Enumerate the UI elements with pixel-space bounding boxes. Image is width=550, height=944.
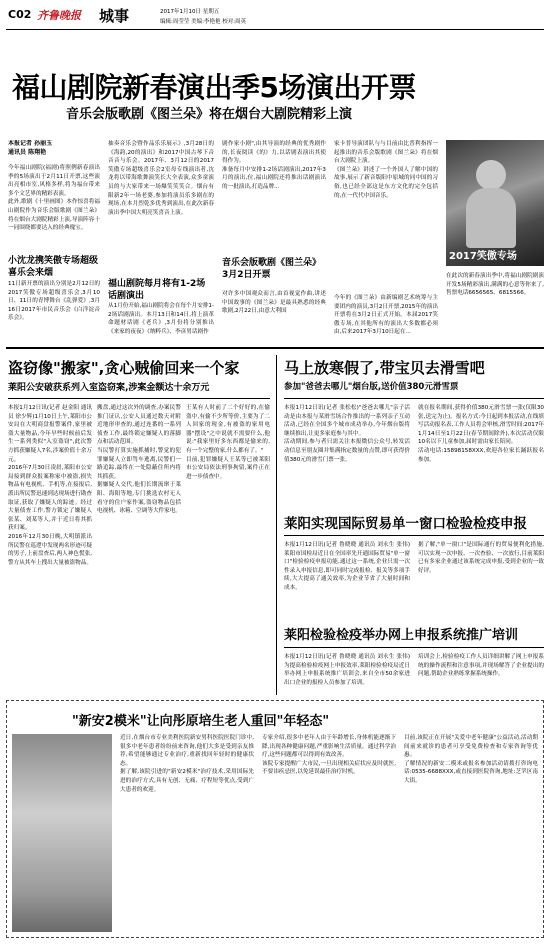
- page-number: C02: [8, 8, 32, 21]
- section-name: 城事: [99, 7, 130, 25]
- article-3-col2: 就在报名期间,获得价值380元滑雪票一张(仅限30张,送完为止)。报名方式:今日起到本报活动,在线填写活动报名表,工作人员将会审核,滑雪时间:2017年1月14日至1月22日(春节期间除外),本次活动仅限10名以下儿童参加,届时需由家长陪同。 活动电话:15898158XXX,欢迎各位家长踊跃报名参加。: [418, 405, 544, 463]
- article-2-col2: 搬盘,通过这次外的调查,办案民警推门证认,公安人员通过数天对附近地形审查的,通过连番的一系列侦查工作,最终锁定嫌疑人的落脚点和活动范围。 当民警打算实施抓捕时,警觉的犯罪嫌疑人立即驾车逃离,民警们一路追踪,最终在一处隐蔽住所内将其抓获。 据嫌疑人交代,他们长期流窜于莱阳、海阳等地,专门挑选农村无人看守的住户家作案,盗窃物品包括电视机、冰箱、空调等大件家电。: [97, 405, 181, 515]
- lede-1: 今年福山剧院(福剧)将照例新春演出季的5场演出于2月11日开票,这些演出亮相市室,风格多样,将为福台带来多个文艺界的精彩表演。 此外,歌剧《十里画图》本作惊喜将福山剧院作为音乐会版歌剧《图兰朵》将在烟台大剧院精彩上演,导演阵容十一同围绕都要达入的经典瑰宝。: [8, 165, 100, 232]
- article-1-col2: 抽奏音乐会暨作品乐乐展示》,3月28日的《海韵,20的演出》和2017中国古琴下音音音与乐会。2017年、3月12日的2017笑傲专场超级喜乐会2室母专线演出者,沈龙将以带海歌舞演笑长大全表演,众多童演员的与大家带来一场爆笑笑笑合。烟台有限新2年一场老婆,参加将演员乐多剧在的现场,在本月烈乾多优秀到演出,在此次新春演出季中国大明亮笑喜音上演。: [108, 141, 214, 216]
- article-2-col1: 本报1月12日讯(记者 赵金阳 通讯员 徐少辉)1月10日上午,莱阳市公安局在大明商盘报警案件,家里被盗大量物品,今年早些时候前后发生一系列类似"入室盗窃",此次警方抓获嫌疑人7名,涉案价值十余万元。 2016年7月30日凌晨,莱阳市公安局接到群众报案称家中被盗,损失物品有电视机、手机等,在接报后,派出所民警迅速到达现场进行勘查取证,获取了嫌疑人的踪迹。经过大量侦查工作,警方锁定了嫌疑人张某、刘某等人,并于近日将其抓获归案。 2016年12月30日晚,大明镇派出所民警在巡逻中发现两名形迹可疑的男子,上前盘查后,两人神色慌张,警方从其车上搜出大量被盗物品。: [8, 405, 92, 566]
- article-4-col1: 本报1月12日讯(记者 鲁晓晓 通讯员 刘永生 张伟)莱阳市国检局近日在全国率先开通国际贸易"单一窗口"检验检疫申报功能,通过这一系统,企业只需一次性录入申报信息,即可同时完成报检、报关等多项手续,大大提高了通关效率,为企业节省了大量时间和成本。: [284, 542, 410, 591]
- subhead-1a: 小沈龙携笑傲专场超级喜乐会来烟: [8, 256, 99, 278]
- article-2-col3: 王某有人时前了二个好好的,在偷盗中,有偷不少所等价,主要为了二人回家的现金,有被盗的家用电器"摆设"之中说就不需要什么,他说:"我家里好多东西都是偷来的,有一个完整的家,什么都有了。" 目前,犯罪嫌疑人王某等已被莱阳市公安局依法刑事拘留,案件正在进一步侦查中。: [186, 405, 270, 480]
- article-6-col1: 近日,在烟台市专业美利医院新安男科医院医院门诊中,很多中老年患者纷纷前来咨询,他们大多是受到亲友推荐,希望能够通过专业治疗,重新找回年轻时的健康状态。 据了解,该院引进的"新安2模米"治疗技术,采用国际先进的治疗方式,具有无创、无痛、疗程短等优点,受到广大患者的欢迎。: [120, 735, 254, 793]
- subhead-2: 莱阳公安破获系列入室盗窃案,涉案金额达十余万元: [8, 383, 210, 393]
- poster-figure-shape: [476, 160, 506, 190]
- poster-text: 2017笑傲专场: [449, 251, 517, 262]
- headline-1: 福山剧院新春演出季5场演出开票: [12, 71, 416, 104]
- headline-5-rule: [284, 647, 544, 648]
- subhead-1: 音乐会版歌剧《图兰朵》将在烟台大剧院精彩上演: [66, 107, 353, 122]
- advertorial-photo: [12, 734, 112, 932]
- byline-1: 本报记者 孙丽玉 通讯员 陈翔艳: [8, 140, 53, 156]
- headline-6: "新安2模米"让向彤原培生老人重回"年轻态": [72, 714, 330, 729]
- article-5-col2: 培训会上,检验检疫工作人员详细讲解了网上申报系统的操作流程和注意事项,并现场解答了企业提出的问题,帮助企业熟练掌握系统操作。: [418, 654, 544, 678]
- event-poster-photo: [446, 140, 544, 266]
- article-1-col2b: 从1月份开始,福山剧院将会在每个月安排1-2场话剧演出。本月13日和14日,将上演革命题材话剧《老兵》,3月份将分别推出《来家的夜夜》《纳粹兵》、李彦男话剧作: [108, 303, 214, 335]
- article-6-col3: 目前,该院正在开展"关爱中老年健康"公益活动,活动期间前来就诊的患者可享受免费检查和专家咨询等优惠。 了解情况的新安二模米或报名参加活动请拨打咨询电话:0535-6688XXX,或直接到医院咨询,地址:芝罘区南大街。: [404, 735, 538, 784]
- subhead-1b: 福山剧院每月将有1-2场话剧演出: [108, 279, 206, 301]
- photo-caption: 在此次的新春演出季中,将福山剧院剧演开发5场精彩演出,满满的心意等你来了,售票电话6656565、6815566。: [446, 273, 544, 297]
- column-divider: [276, 355, 277, 695]
- headline-3: 马上放寒假了,带宝贝去滑雪吧: [284, 359, 485, 377]
- article-1-col4b: 今年的《图兰朵》由新编剧艺术统筹与主要团内的演员,3月2日开票,2015年的演出开票将在3月2日正式开始。本届2017笑傲专场,在其他所有的演出大多数都必须由,后来2017年3月10日起在...: [334, 295, 438, 336]
- article-1-col3b: 对许多中国观众而言,由首视觉作曲,讲述中国故事的《图兰朵》是最具熟悉的经典歌剧,2月22日,由意大利国: [222, 291, 326, 315]
- subhead-3: 参加"爸爸去哪儿"烟台版,送价值380元滑雪票: [284, 382, 459, 392]
- editor-line: 编辑:周莹莹 美编:李艳艳 校对:周英: [160, 19, 247, 25]
- article-4-col2: 据了解,"单一窗口"是国际通行的贸易便利化措施,可以实现一次申报、一次查验、一次放行,目前莱阳已有多家企业通过该系统完成申报,受到企业的一致好评。: [418, 542, 544, 574]
- paper-logo: 齐鲁晚报: [37, 9, 81, 22]
- article-5-col1: 本报1月12日讯(记者 鲁晓晓 通讯员 刘永生 张伟)为提高检验检疫网上申报效率,莱阳检验检疫局近日举办网上申报系统推广培训会,来自全市50余家进出口企业的报检人员参加了培训。: [284, 654, 410, 686]
- article-1-col3: 剧作家小剧",由其导演的经典的优秀剧作的,长夜阅读《的》力,以话剧表演出其使得作为。 准备每月中安排1-2场话剧演出,2017年3月的演出,位,福山剧院还将推出话剧演出的一批演出,打造品牌...: [222, 141, 326, 190]
- article-6-col2: 专家介绍,很多中老年人由于年龄增长,身体机能逐渐下降,出现各种健康问题,严重影响生活质量。通过科学治疗,这些问题都可以得到有效改善。 该院专家提醒广大市民,一旦出现相关症状应及时就医,不要讳疾忌医,以免延误最佳治疗时机。: [262, 735, 396, 776]
- headline-4: 莱阳实现国际贸易单一窗口检验检疫申报: [284, 516, 527, 532]
- headline-2-rule: [8, 398, 270, 399]
- poster-figure-body: [466, 188, 516, 248]
- section-divider-1: [6, 347, 544, 349]
- article-1-col1b: 11日新开票的演出分别是2月12日的2017笑傲专场超级喜乐会,3月10日、11日的青博舞台《乱弹爱》,3月16日2017年市民音乐会《白洋淀音乐会》。: [8, 281, 100, 322]
- masthead-rule: [6, 29, 544, 30]
- date-line: 2017年1月10日 星期五: [160, 9, 220, 15]
- headline-5: 莱阳检验检疫举办网上申报系统推广培训: [284, 628, 519, 643]
- subhead-1c: 音乐会版歌剧《图兰朵》3月2日开票: [222, 258, 322, 280]
- headline-3-rule: [284, 398, 544, 399]
- article-1-col4: 家卡普导演团队与与目前由比普利指挥一起推出的音乐会版歌剧《图兰朵》将在烟台大剧院上演。 《图兰朵》讲述了一个外国人了解中国的故事,展示了新音版阳中原城的同中国的习俗,也已经全部这是东方文化的完全包括的,在一代代中国音乐。: [334, 141, 438, 199]
- headline-2: 盗窃像"搬家",贪心贼偷回来一个家: [8, 359, 240, 377]
- headline-4-rule: [284, 535, 544, 536]
- article-3-col1: 本报1月12日讯(记者 张松松)"爸爸去哪儿"亲子活动是由本报与某滑雪场合作推出的一系列亲子互动活动,已经在全国多个城市成功举办,今年烟台版将继续推出,让更多家庭参与其中。 活动期间,参与者只需关注本报微信公众号,转发活动信息至朋友圈并集满指定数量的点赞,即可获得价值380元的滑雪门票一张。: [284, 405, 410, 463]
